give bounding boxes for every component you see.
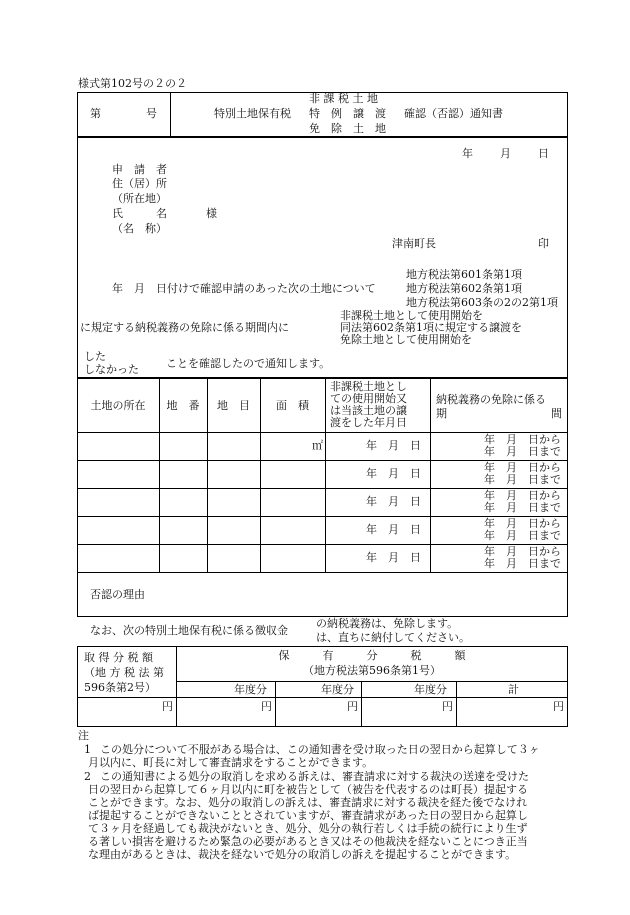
applicant-label: 申 請 者	[112, 163, 167, 176]
law-ref-603: 地方税法第603条の2の2第1項	[406, 296, 558, 309]
notice-title: 確認（否認）通知書	[404, 107, 503, 120]
table-row-date: 年 月 日	[366, 523, 421, 536]
year-label: 年度分	[414, 683, 447, 696]
date-day: 日	[538, 147, 549, 160]
period-to: 年 月 日まで	[484, 529, 561, 542]
did-option: した	[84, 350, 106, 363]
note-1-line: この処分について不服がある場合は、この通知書を受け取った日の翌日から起算して３ヶ	[100, 743, 540, 756]
date-year: 年	[462, 147, 473, 160]
note-1-line: 月以内に、町長に対して審査請求をすることができます。	[88, 756, 374, 769]
yen-unit: 円	[553, 700, 564, 713]
address-sub-label: （所在地）	[112, 192, 167, 205]
note-2-line: な理由があるときは、裁決を経ないで処分の取消しの訴えを提起することができます。	[88, 848, 517, 861]
col-header-use-date-3: は当該土地の譲	[330, 404, 407, 417]
acq-tax-label-1: 取 得 分 税 額	[84, 651, 153, 664]
kind-special-transfer: 特 例 譲 渡	[309, 107, 386, 120]
use-transfer: 同法第602条第1項に規定する譲渡を	[340, 321, 522, 334]
acq-tax-label-2: （地 方 税 法 第	[84, 666, 164, 679]
col-header-period-kan: 間	[551, 407, 562, 420]
date-month: 月	[500, 147, 511, 160]
number-dai: 第	[90, 107, 101, 120]
period-to: 年 月 日まで	[484, 501, 561, 514]
denial-reason-label: 否認の理由	[90, 588, 145, 601]
notes-title: 注	[78, 729, 89, 742]
col-header-use-date-4: 渡をした年月日	[330, 416, 407, 429]
tax-option-pay: は、直ちに納付してください。	[316, 631, 470, 644]
note-1-number: 1	[84, 743, 91, 756]
note-2-line: て３ヶ月を経過しても裁決がないとき、処分、処分の執行若しくは手続の続行により生ず	[88, 822, 528, 835]
kind-exempt: 免 除 土 地	[309, 122, 386, 135]
col-header-land-category: 地 目	[217, 399, 250, 412]
col-header-lot-number: 地 番	[166, 399, 200, 412]
period-to: 年 月 日まで	[484, 473, 561, 486]
year-label: 年度分	[234, 683, 267, 696]
area-unit: ㎡	[312, 439, 323, 452]
period-to: 年 月 日まで	[484, 557, 561, 570]
yen-unit: 円	[442, 700, 453, 713]
period-from: 年 月 日から	[484, 517, 561, 530]
tax-option-exempt: の納税義務は、免除します。	[316, 617, 459, 630]
yen-unit: 円	[261, 700, 272, 713]
form-number: 様式第102号の２の２	[78, 77, 187, 90]
note-2-line: 日の翌日から起算して６ヶ月以内に町を被告として（被告を代表するのは町長）提起する	[88, 783, 528, 796]
hold-tax-subtitle: （地方税法第596条第1号）	[303, 664, 441, 677]
period-from: 年 月 日から	[484, 433, 561, 446]
total-label: 計	[508, 683, 519, 696]
note-2-line: この通知書による処分の取消しを求める訴えは、審査請求に対する裁決の送達を受けた	[100, 770, 529, 783]
period-from: 年 月 日から	[484, 489, 561, 502]
law-ref-601: 地方税法第601条第1項	[406, 268, 522, 281]
name-label: 氏 名	[112, 207, 167, 220]
col-header-area: 面 積	[276, 399, 309, 412]
law-ref-602: 地方税法第602条第1項	[406, 282, 522, 295]
address-label: 住（居）所	[112, 177, 167, 190]
col-header-location: 土地の所在	[90, 399, 146, 412]
acq-tax-label-3: 596条第2号）	[84, 681, 156, 694]
table-row-date: 年 月 日	[366, 467, 421, 480]
use-exempt: 免除土地として使用開始を	[340, 333, 472, 346]
use-nontaxable: 非課税土地として使用開始を	[340, 309, 483, 322]
tax-name: 特別土地保有税	[214, 107, 291, 120]
note-2-line: る著しい損害を避けるため緊急の必要があるとき又はその他裁決を経ないことにつき正当	[88, 835, 528, 848]
col-header-period-1: 納税義務の免除に係る	[436, 393, 546, 406]
hold-tax-title: 保 有 分 税 額	[278, 649, 466, 662]
table-row-date: 年 月 日	[366, 439, 421, 452]
did-not-option: しなかった	[84, 363, 139, 376]
col-header-period-ki: 期	[436, 407, 447, 420]
application-sentence: 年 月 日付けで確認申請のあった次の土地について	[112, 282, 376, 295]
col-header-use-date-1: 非課税土地とし	[330, 380, 407, 393]
note-2-line: ことができます。なお、処分の取消しの訴えは、審査請求に対する裁決を経た後でなけれ	[88, 796, 528, 809]
confirmation-sentence: ことを確認したので通知します。	[166, 357, 331, 370]
tax-lead-sentence: なお、次の特別土地保有税に係る徴収金	[90, 624, 288, 637]
year-label: 年度分	[321, 683, 354, 696]
yen-unit: 円	[162, 700, 173, 713]
table-row-date: 年 月 日	[366, 551, 421, 564]
period-to: 年 月 日まで	[484, 445, 561, 458]
yen-unit: 円	[347, 700, 358, 713]
kind-nontaxable: 非 課 税 土 地	[309, 92, 378, 105]
seal-mark: 印	[538, 237, 549, 250]
exemption-period-sentence: に規定する納税義務の免除に係る期間内に	[80, 321, 289, 334]
note-2-line: ば提起することができないこととされていますが、審査請求があった日の翌日から起算し	[88, 809, 528, 822]
period-from: 年 月 日から	[484, 545, 561, 558]
table-row-date: 年 月 日	[366, 495, 421, 508]
number-go: 号	[146, 107, 157, 120]
issuer-name: 津南町長	[392, 237, 436, 250]
col-header-use-date-2: ての使用開始又	[330, 392, 407, 405]
name-sub-label: （名 称）	[112, 222, 167, 235]
note-2-number: 2	[84, 770, 91, 783]
period-from: 年 月 日から	[484, 461, 561, 474]
honorific-sama: 様	[206, 207, 217, 220]
